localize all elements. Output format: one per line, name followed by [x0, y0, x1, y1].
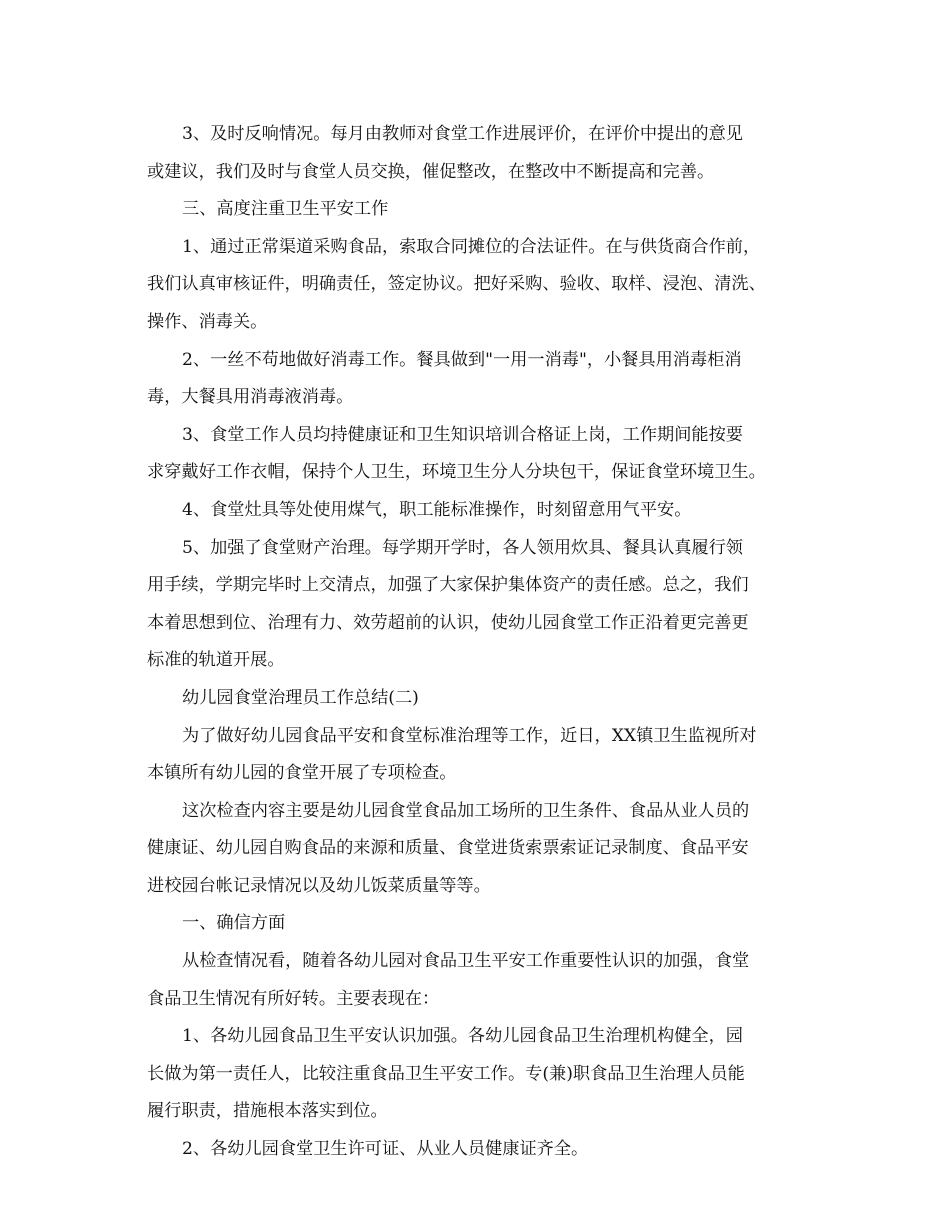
text-line: 进校园台帐记录情况以及幼儿饭菜质量等等。: [147, 875, 491, 896]
text-line: 从检查情况看，随着各幼儿园对食品卫生平安工作重要性认识的加强，食堂: [182, 951, 750, 972]
text-line: 毒，大餐具用消毒液消毒。: [147, 387, 354, 408]
text-line: 长做为第一责任人，比较注重食品卫生平安工作。专(兼)职食品卫生治理人员能: [147, 1063, 745, 1084]
text-line: 标准的轨道开展。: [147, 650, 285, 671]
document-body: [147, 116, 811, 1169]
text-line: 幼儿园食堂治理员工作总结(二): [182, 687, 419, 708]
text-line: 食品卫生情况有所好转。主要表现在：: [147, 988, 440, 1009]
text-line: 我们认真审核证件，明确责任，签定协议。把好采购、验收、取样、浸泡、清洗、: [147, 274, 766, 295]
text-line: 或建议，我们及时与食堂人员交换，催促整改，在整改中不断提高和完善。: [147, 161, 715, 182]
text-line: 本镇所有幼儿园的食堂开展了专项检查。: [147, 763, 457, 784]
text-line: 2、各幼儿园食堂卫生许可证、从业人员健康证齐全。: [182, 1139, 589, 1160]
text-line: 履行职责，措施根本落实到位。: [147, 1101, 388, 1122]
text-line: 健康证、幼儿园自购食品的来源和质量、食堂进货索票索证记录制度、食品平安: [147, 838, 749, 859]
text-line: 3、及时反响情况。每月由教师对食堂工作进展评价，在评价中提出的意见: [182, 124, 743, 144]
text-line: 1、通过正常渠道采购食品，索取合同摊位的合法证件。在与供货商合作前，: [182, 236, 761, 257]
text-line: 4、食堂灶具等处使用煤气，职工能标准操作，时刻留意用气平安。: [182, 499, 692, 520]
text-line: 为了做好幼儿园食品平安和食堂标准治理等工作，近日，XX镇卫生监视所对: [182, 725, 757, 746]
text-line: 本着思想到位、治理有力、效劳超前的认识，使幼儿园食堂工作正沿着更完善更: [147, 612, 749, 633]
text-line: 求穿戴好工作衣帽，保持个人卫生，环境卫生分人分块包干，保证食堂环境卫生。: [147, 462, 766, 483]
text-line: 3、食堂工作人员均持健康证和卫生知识培训合格证上岗，工作期间能按要: [182, 424, 743, 445]
text-line: 1、各幼儿园食品卫生平安认识加强。各幼儿园食品卫生治理机构健全，园: [182, 1026, 743, 1047]
text-line: 三、高度注重卫生平安工作: [182, 199, 389, 220]
text-line: 操作、消毒关。: [147, 311, 268, 332]
text-line: 用手续，学期完毕时上交清点，加强了大家保护集体资产的责任感。总之，我们: [147, 575, 749, 596]
text-line: 这次检查内容主要是幼儿园食堂食品加工场所的卫生条件、食品从业人员的: [182, 800, 750, 821]
text-line: 5、加强了食堂财产治理。每学期开学时，各人领用炊具、餐具认真履行领: [182, 537, 743, 558]
text-line: 一、确信方面: [182, 913, 286, 934]
text-line: 2、一丝不苟地做好消毒工作。餐具做到"一用一消毒"，小餐具用消毒柜消: [182, 349, 742, 370]
